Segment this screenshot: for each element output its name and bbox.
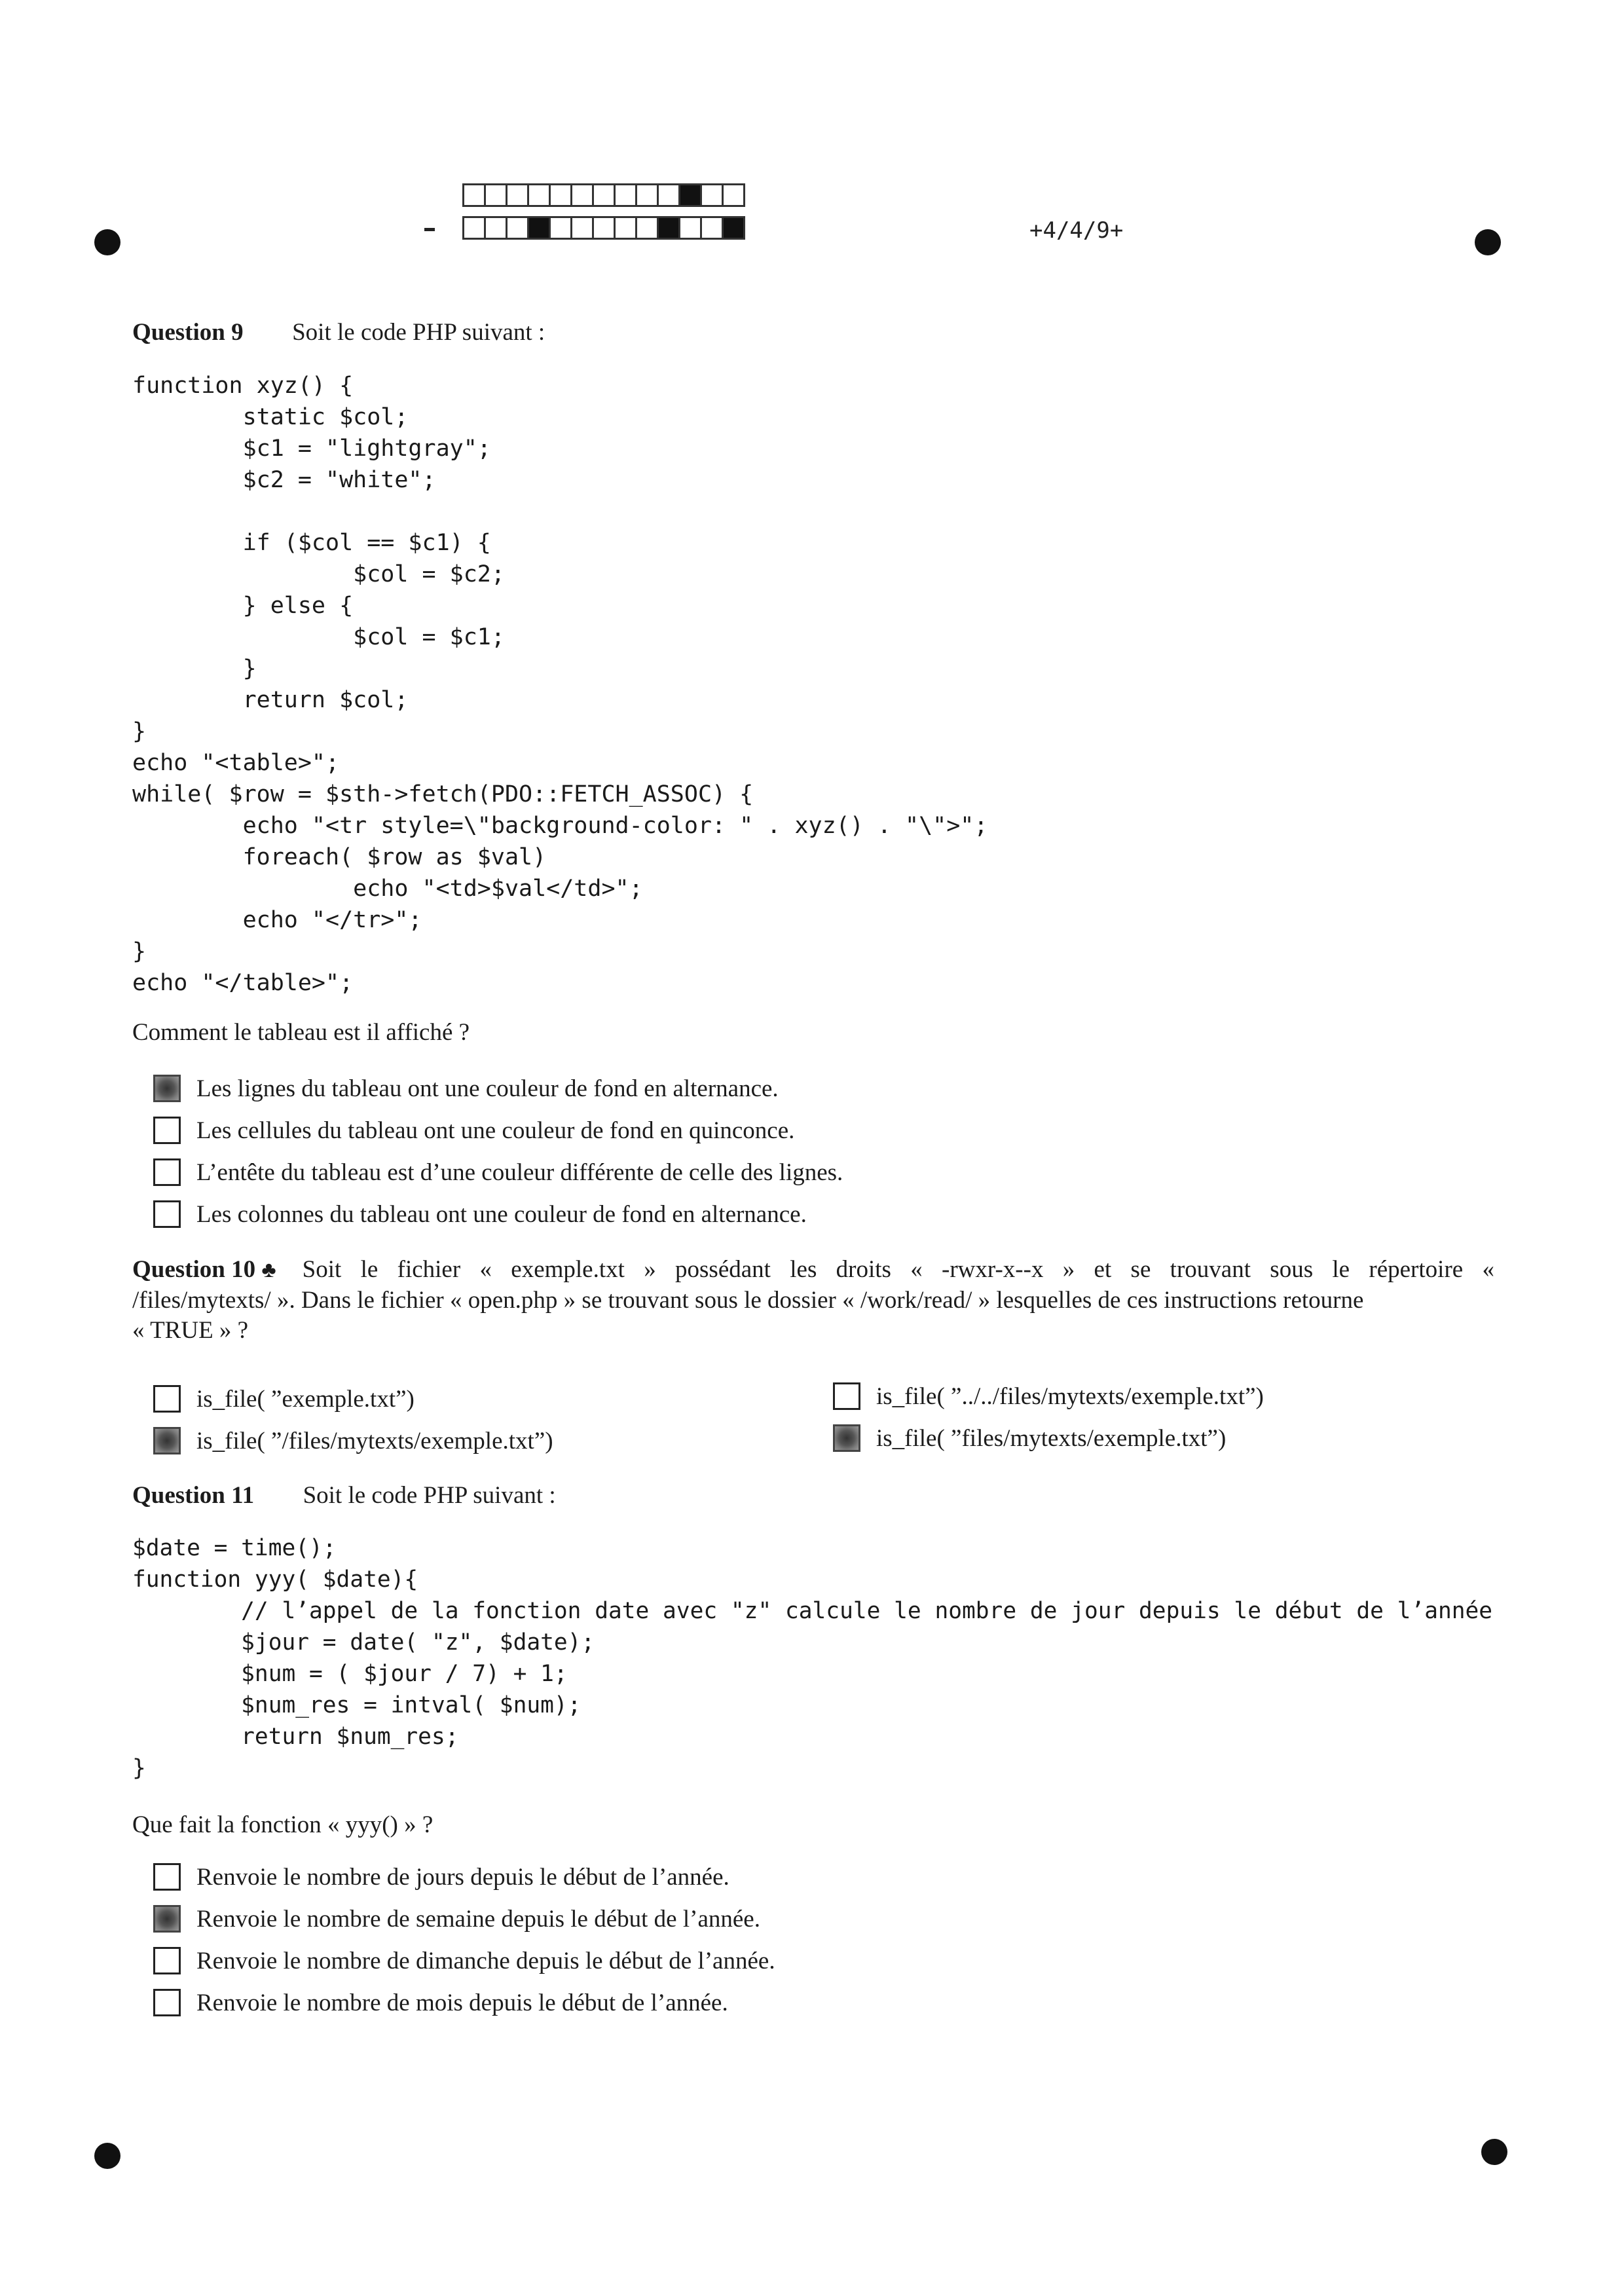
multiple-answer-club-icon: ♣: [261, 1258, 276, 1282]
choice-label: is_file( ”../../files/mytexts/exemple.txt”): [876, 1382, 1264, 1410]
code-box-filled: [527, 216, 551, 240]
question-9-prompt: Comment le tableau est il affiché ?: [132, 1019, 470, 1046]
code-box-empty: [657, 183, 680, 207]
code-box-empty: [678, 216, 702, 240]
choice-label: Les lignes du tableau ont une couleur de fond en alternance.: [196, 1075, 779, 1102]
code-box-empty: [635, 216, 659, 240]
checkbox[interactable]: [153, 1863, 181, 1891]
code-box-empty: [484, 216, 507, 240]
code-box-empty: [570, 183, 594, 207]
question-10-line-1: Soit le fichier « exemple.txt » possédant les droits « -rwxr-x--x » et se trouvant sous le répertoire «: [302, 1256, 1494, 1283]
choice-q10-2[interactable]: [153, 1420, 553, 1462]
code-box-empty: [506, 216, 529, 240]
page-id: +4/4/9+: [1029, 217, 1124, 244]
code-box-empty: [462, 216, 486, 240]
choice-q9-1[interactable]: [153, 1067, 843, 1109]
choice-q9-3[interactable]: [153, 1151, 843, 1193]
code-box-empty: [592, 183, 616, 207]
code-box-empty: [700, 183, 724, 207]
question-10-text: [132, 1255, 1494, 1346]
question-11-label: Question 11: [132, 1482, 255, 1509]
question-9-code: function xyz() { static $col; $c1 = "lightgray"; $c2 = "white"; if ($col == $c1) { $col = $c2; } else { $col = $c1; } return $col; } echo "<table>"; while( $row = $sth->fetch(PDO::FETCH_ASSOC) { echo "<tr style=\"background-color: " . xyz() . "\">"; foreach( $row as $val) echo "<td>$val</td>"; echo "</tr>"; } echo "</table>";: [132, 373, 988, 996]
checkbox[interactable]: [153, 1117, 181, 1144]
choice-label: is_file( ”/files/mytexts/exemple.txt”): [196, 1427, 553, 1454]
question-11-choices: [153, 1856, 775, 2024]
choice-q10-1[interactable]: [153, 1378, 553, 1420]
question-9-intro: Soit le code PHP suivant :: [292, 319, 545, 346]
choice-label: L’entête du tableau est d’une couleur différente de celle des lignes.: [196, 1158, 843, 1186]
choice-label: Renvoie le nombre de mois depuis le début de l’année.: [196, 1989, 728, 2016]
checkbox[interactable]: [153, 1947, 181, 1974]
choice-q10-3[interactable]: [833, 1375, 1264, 1417]
checkbox-checked[interactable]: [153, 1075, 181, 1102]
checkbox[interactable]: [833, 1382, 860, 1410]
registration-mark-bottom-left: [94, 2143, 120, 2169]
choice-label: Les cellules du tableau ont une couleur de fond en quinconce.: [196, 1117, 795, 1144]
registration-mark-bottom-right: [1481, 2139, 1507, 2165]
code-box-empty: [462, 183, 486, 207]
question-9-choices: [153, 1067, 843, 1235]
choice-q11-4[interactable]: [153, 1982, 775, 2024]
choice-label: Renvoie le nombre de dimanche depuis le début de l’année.: [196, 1947, 775, 1974]
checkbox[interactable]: [153, 1200, 181, 1228]
code-box-empty: [614, 183, 637, 207]
choice-q11-1[interactable]: [153, 1856, 775, 1898]
question-11-prompt: Que fait la fonction « yyy() » ?: [132, 1811, 434, 1838]
code-box-filled: [678, 183, 702, 207]
choice-label: Renvoie le nombre de jours depuis le début de l’année.: [196, 1863, 729, 1891]
choice-label: is_file( ”files/mytexts/exemple.txt”): [876, 1424, 1227, 1452]
question-9-label: Question 9: [132, 319, 244, 346]
choice-q9-2[interactable]: [153, 1109, 843, 1151]
code-box-empty: [592, 216, 616, 240]
question-10-choices-right: [833, 1375, 1264, 1459]
checkbox[interactable]: [153, 1989, 181, 2016]
choice-q11-2[interactable]: [153, 1898, 775, 1940]
question-10-choices-left: [153, 1378, 553, 1462]
question-11-code: $date = time(); function yyy( $date){ // l’appel de la fonction date avec "z" calcule le nombre de jour depuis le début de l’année $jour = date( "z", $date); $num = ( $jour / 7) + 1; $num_res = intval( $num); return $num_res; }: [132, 1535, 1493, 1781]
registration-mark-top-left: [94, 229, 120, 255]
checkbox[interactable]: [153, 1158, 181, 1186]
code-box-empty: [570, 216, 594, 240]
choice-label: Renvoie le nombre de semaine depuis le début de l’année.: [196, 1905, 760, 1933]
code-box-empty: [549, 183, 572, 207]
question-10-line-2: /files/mytexts/ ». Dans le fichier « open.php » se trouvant sous le dossier « /work/read/ » lesquelles de ces instructions retourne: [132, 1287, 1364, 1314]
question-10-label: Question 10: [132, 1256, 256, 1283]
checkbox[interactable]: [153, 1385, 181, 1413]
choice-q11-3[interactable]: [153, 1940, 775, 1982]
code-box-empty: [635, 183, 659, 207]
question-11-intro: Soit le code PHP suivant :: [303, 1482, 556, 1509]
choice-label: Les colonnes du tableau ont une couleur de fond en alternance.: [196, 1200, 807, 1228]
code-box-empty: [527, 183, 551, 207]
page-code-row-1: [462, 183, 743, 207]
choice-q9-4[interactable]: [153, 1193, 843, 1235]
question-10-line-3: « TRUE » ?: [132, 1317, 249, 1344]
code-box-empty: [700, 216, 724, 240]
code-box-filled: [722, 216, 745, 240]
code-box-empty: [549, 216, 572, 240]
question-11-header: [132, 1481, 556, 1509]
choice-label: is_file( ”exemple.txt”): [196, 1385, 415, 1413]
code-box-empty: [614, 216, 637, 240]
choice-q10-4[interactable]: [833, 1417, 1264, 1459]
checkbox-checked[interactable]: [153, 1905, 181, 1933]
code-box-filled: [657, 216, 680, 240]
checkbox-checked[interactable]: [153, 1427, 181, 1454]
code-box-empty: [506, 183, 529, 207]
dash-mark: [424, 228, 435, 231]
registration-mark-top-right: [1475, 229, 1501, 255]
code-box-empty: [722, 183, 745, 207]
checkbox-checked[interactable]: [833, 1424, 860, 1452]
question-9-header: [132, 318, 545, 346]
page-code-row-2: [462, 216, 743, 240]
code-box-empty: [484, 183, 507, 207]
